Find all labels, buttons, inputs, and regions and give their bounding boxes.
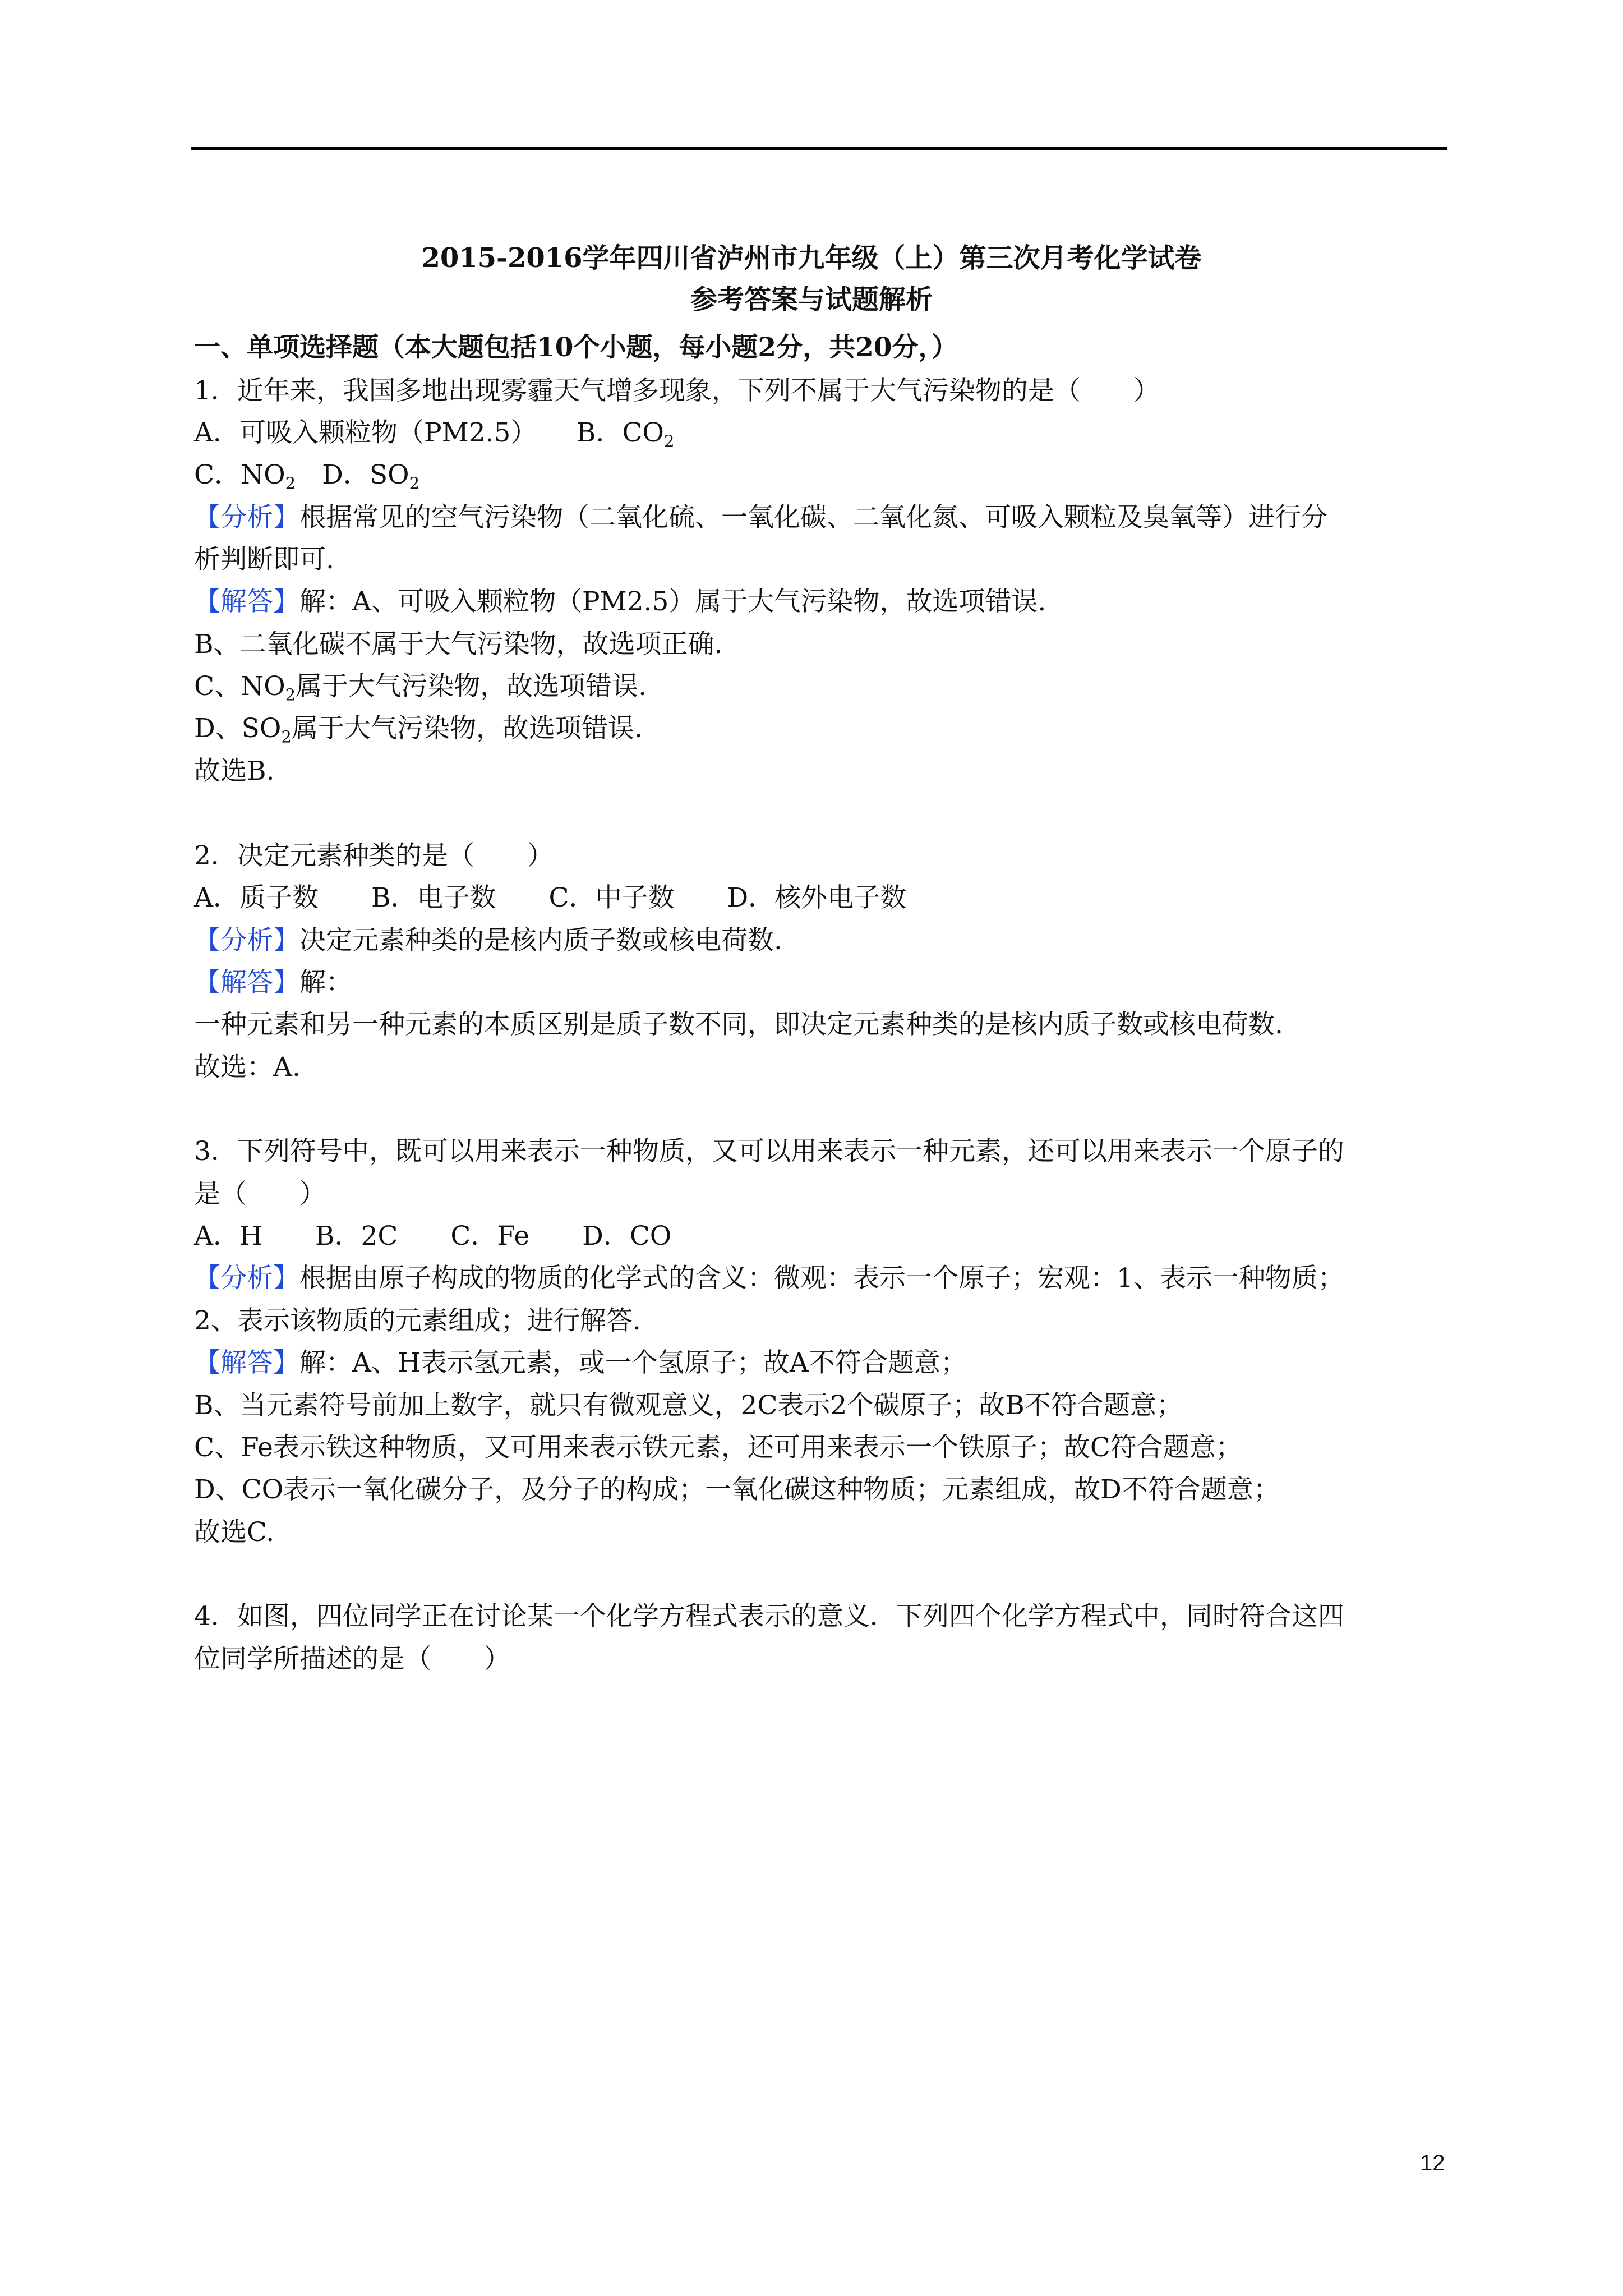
q3-stem: 3．下列符号中，既可以用来表示一种物质，又可以用来表示一种元素，还可以用来表示一个原子的 [194, 1136, 1344, 1167]
q3-analysis [194, 1260, 1344, 1296]
analysis-label: 【分析】 [194, 925, 299, 956]
answer-label: 【解答】 [194, 967, 299, 998]
q4-stem: 4．如图，四位同学正在讨论某一个化学方程式表示的意义．下列四个化学方程式中，同时符合这四 [194, 1601, 1344, 1632]
q2-analysis [194, 923, 782, 959]
q3-stem-cont: 是（ ） [194, 1179, 326, 1209]
q1-answer-c-pre: C、NO [194, 671, 285, 702]
q1-answer-c-post: 属于大气污染物，故选项错误. [296, 671, 647, 702]
q1-analysis [194, 500, 1327, 536]
q2-options: A．质子数 B．电子数 C．中子数 D．核外电子数 [194, 882, 907, 913]
analysis-label: 【分析】 [194, 502, 299, 533]
q3-answer-text: 解：A、H表示氢元素，或一个氢原子；故A不符合题意； [299, 1347, 967, 1378]
q1-answer [194, 584, 1046, 620]
q1-options-cd [194, 457, 419, 493]
q4-stem-cont: 位同学所描述的是（ ） [194, 1644, 510, 1674]
q2-analysis-text: 决定元素种类的是核内质子数或核电荷数. [299, 925, 782, 956]
q3-answer-d: D、CO表示一氧化碳分子，及分子的构成；一氧化碳这种物质；元素组成，故D不符合题意； [194, 1474, 1280, 1505]
q3-analysis-cont: 2、表示该物质的元素组成；进行解答. [194, 1305, 641, 1336]
q3-answer-c: C、Fe表示铁这种物质，又可用来表示铁元素，还可用来表示一个铁原子；故C符合题意； [194, 1432, 1242, 1463]
q1-analysis-cont: 析判断即可. [194, 544, 334, 575]
q1-options-ab [194, 415, 675, 451]
q1-answer-d [194, 711, 643, 747]
section-heading: 一、单项选择题（本大题包括10个小题，每小题2分，共20分，） [194, 332, 958, 363]
page-number: 12 [1420, 2151, 1445, 2175]
q3-options: A．H B．2C C．Fe D．CO [194, 1221, 672, 1251]
q2-answer [194, 965, 352, 1001]
q1-option-a-b: A．可吸入颗粒物（PM2.5） B．CO [194, 417, 664, 448]
answer-label: 【解答】 [194, 586, 299, 617]
q2-stem: 2．决定元素种类的是（ ） [194, 840, 554, 871]
q1-answer-d-post: 属于大气污染物，故选项错误. [291, 713, 643, 744]
q1-answer-text: 解：A、可吸入颗粒物（PM2.5）属于大气污染物，故选项错误. [299, 586, 1046, 617]
q3-analysis-text: 根据由原子构成的物质的化学式的含义：微观：表示一个原子；宏观：1、表示一种物质； [299, 1263, 1344, 1294]
q1-answer-d-pre: D、SO [194, 713, 282, 744]
q2-answer-body: 一种元素和另一种元素的本质区别是质子数不同，即决定元素种类的是核内质子数或核电荷数. [194, 1009, 1283, 1040]
analysis-label: 【分析】 [194, 1263, 299, 1294]
q1-option-d: D．SO [296, 459, 409, 490]
q1-option-c: C．NO [194, 459, 285, 490]
header-rule [191, 147, 1447, 150]
q1-answer-c [194, 669, 647, 705]
q1-answer-c-subscript: 2 [285, 685, 296, 705]
document-title: 2015-2016学年四川省泸州市九年级（上）第三次月考化学试卷 [421, 242, 1202, 274]
answer-label: 【解答】 [194, 1347, 299, 1378]
q1-option-c-subscript: 2 [285, 473, 296, 493]
q1-option-d-subscript: 2 [409, 473, 420, 493]
q2-choice: 故选：A. [194, 1052, 301, 1083]
document-subtitle: 参考答案与试题解析 [690, 284, 933, 315]
q1-answer-d-subscript: 2 [281, 727, 292, 747]
q1-choice: 故选B. [194, 756, 275, 786]
q1-answer-b: B、二氧化碳不属于大气污染物，故选项正确. [194, 629, 723, 660]
q1-option-b-subscript: 2 [663, 431, 675, 451]
q2-answer-text: 解： [299, 967, 352, 998]
q1-stem: 1．近年来，我国多地出现雾霾天气增多现象，下列不属于大气污染物的是（ ） [194, 375, 1160, 406]
q1-analysis-text: 根据常见的空气污染物（二氧化硫、一氧化碳、二氧化氮、可吸入颗粒及臭氧等）进行分 [299, 502, 1327, 533]
q3-answer [194, 1345, 967, 1381]
q3-answer-b: B、当元素符号前加上数字，就只有微观意义，2C表示2个碳原子；故B不符合题意； [194, 1390, 1183, 1421]
q3-choice: 故选C. [194, 1517, 275, 1548]
